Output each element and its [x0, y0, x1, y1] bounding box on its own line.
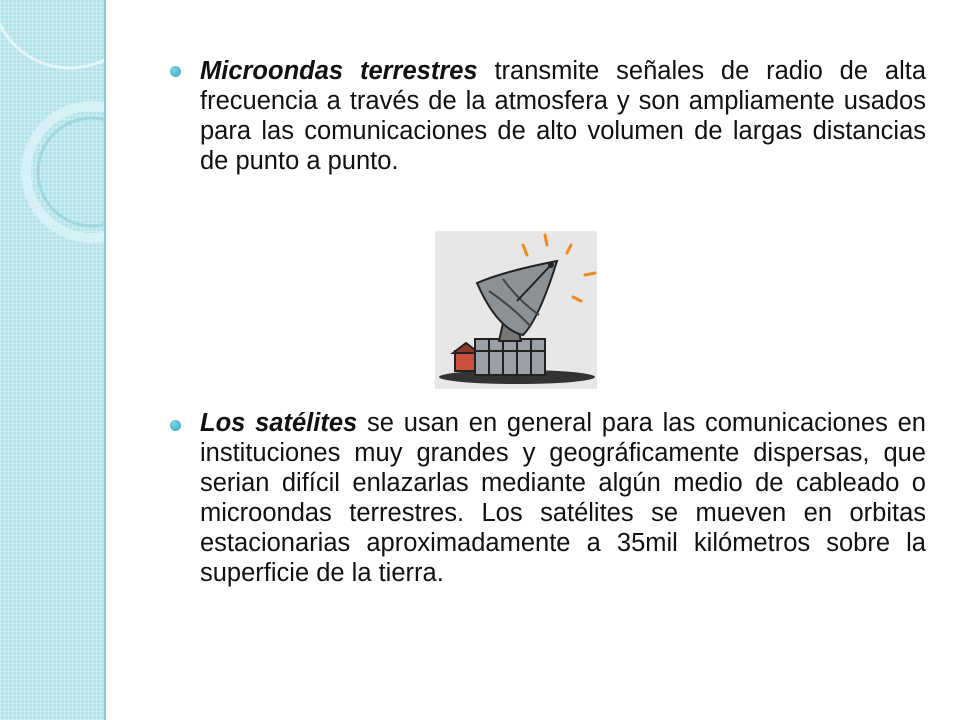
bullet-dot	[170, 420, 181, 431]
satellite-dish-icon	[435, 231, 597, 389]
bullet-dot	[170, 66, 181, 77]
bullet-term: Los satélites	[200, 409, 358, 437]
bullet-term: Microondas terrestres	[200, 57, 478, 85]
bullet-terrestrial-microwave	[200, 56, 926, 176]
decorative-circles	[0, 0, 104, 720]
decorative-side-band	[0, 0, 106, 720]
bullet-text: se usan en general para las comunicaciones en instituciones muy grandes y geográficamente dispersas, que serian difícil enlazarlas mediante algún medio de cableado o microondas terrestres. Los satélites se mueven en orbitas estacionarias aproximadamente a 35mil kilómetros sobre la superficie de la tierra.	[200, 409, 926, 587]
bullet-text: transmite señales de radio de alta frecuencia a través de la atmosfera y son ampliamente usados para las comunicaciones de alto volumen de largas distancias de punto a punto.	[200, 57, 927, 175]
bullet-satellites	[200, 408, 926, 588]
